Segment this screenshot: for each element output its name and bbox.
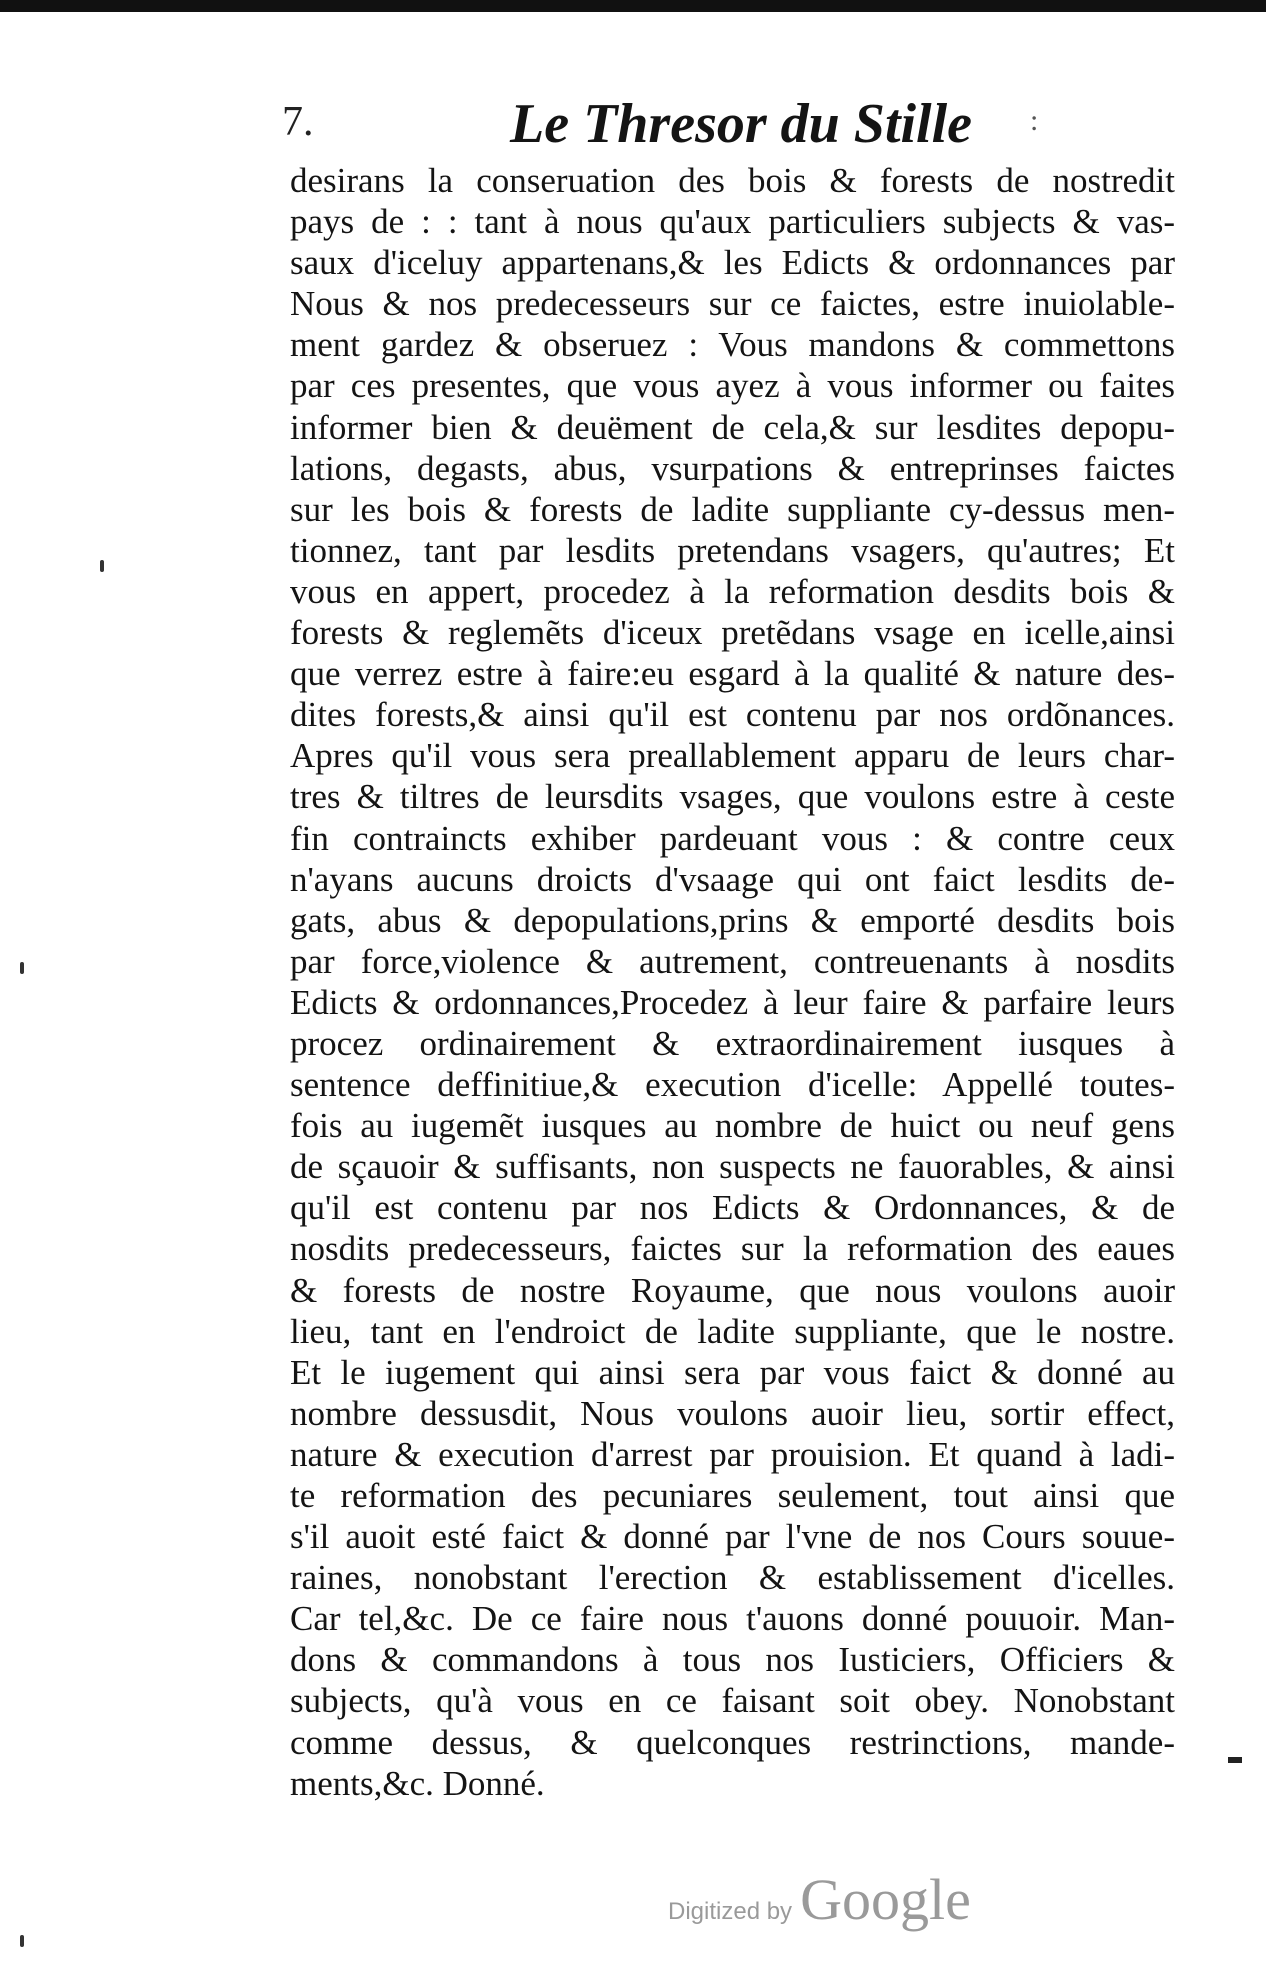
text-line-34: s'il auoit esté faict & donné par l'vne de nos Cours souue- (290, 1517, 1175, 1557)
text-line-15: Apres qu'il vous sera preallablement apparu de leurs char- (290, 736, 1175, 776)
text-line-32: nature & execution d'arrest par prouision. Et quand à ladi- (290, 1434, 1175, 1474)
text-line-24: fois au iugemẽt iusques au nombre de huict ou neuf gens (290, 1106, 1175, 1146)
text-line-13: que verrez estre à faire:eu esgard à la qualité & nature des- (290, 654, 1175, 694)
text-line-36: Car tel,&c. De ce faire nous t'auons donné pouuoir. Man- (290, 1599, 1175, 1639)
text-line-29: lieu, tant en l'endroict de ladite suppliante, que le nostre. (290, 1311, 1175, 1351)
text-line-2: pays de : : tant à nous qu'aux particuliers subjects & vas- (290, 202, 1175, 242)
text-line-12: forests & reglemẽts d'iceux pretẽdans vsage en icelle,ainsi (290, 613, 1175, 653)
text-line-14: dites forests,& ainsi qu'il est contenu par nos ordõnances. (290, 695, 1175, 735)
text-line-30: Et le iugement qui ainsi sera par vous faict & donné au (290, 1352, 1175, 1392)
text-line-31: nombre dessusdit, Nous voulons auoir lieu, sortir effect, (290, 1393, 1175, 1433)
text-line-21: Edicts & ordonnances,Procedez à leur faire & parfaire leurs (290, 982, 1175, 1022)
text-line-28: & forests de nostre Royaume, que nous voulons auoir (290, 1270, 1175, 1310)
text-line-1: desirans la conseruation des bois & forests de nostredit (290, 161, 1175, 200)
text-line-10: tionnez, tant par lesdits pretendans vsagers, qu'autres; Et (290, 530, 1175, 570)
text-line-38: subjects, qu'à vous en ce faisant soit obey. Nonobstant (290, 1681, 1175, 1721)
text-line-39: comme dessus, & quelconques restrinctions, mande- (290, 1722, 1175, 1762)
google-logo: Google (800, 1867, 971, 1932)
text-line-22: procez ordinairement & extraordinairement iusques à (290, 1023, 1175, 1063)
page-number: 7. (282, 99, 314, 145)
text-line-35: raines, nonobstant l'erection & establissement d'icelles. (290, 1558, 1175, 1598)
text-line-11: vous en appert, procedez à la reformation desdits bois & (290, 571, 1175, 611)
margin-speck (100, 560, 104, 572)
margin-dash-mark (1228, 1757, 1242, 1763)
text-line-8: lations, degasts, abus, vsurpations & entreprinses faictes (290, 448, 1175, 488)
text-line-17: fin contraincts exhiber pardeuant vous : & contre ceux (290, 818, 1175, 858)
text-line-37: dons & commandons à tous nos Iusticiers, Officiers & (290, 1640, 1175, 1680)
text-line-27: nosdits predecesseurs, faictes sur la reformation des eaues (290, 1229, 1175, 1269)
text-line-18: n'ayans aucuns droicts d'vsaage qui ont faict lesdits de- (290, 859, 1175, 899)
margin-speck (20, 1935, 24, 1947)
watermark-prefix: Digitized by (668, 1898, 793, 1925)
body-text (290, 160, 1175, 1804)
text-line-3: saux d'iceluy appartenans,& les Edicts & ordonnances par (290, 243, 1175, 283)
text-line-7: informer bien & deuëment de cela,& sur lesdites depopu- (290, 407, 1175, 447)
text-line-16: tres & tiltres de leursdits vsages, que voulons estre à ceste (290, 777, 1175, 817)
text-line-23: sentence deffinitiue,& execution d'icelle: Appellé toutes- (290, 1065, 1175, 1105)
margin-speck (20, 962, 24, 974)
top-scan-border (0, 0, 1266, 12)
text-line-20: par force,violence & autrement, contreuenants à nosdits (290, 941, 1175, 981)
text-line-9: sur les bois & forests de ladite suppliante cy-dessus men- (290, 489, 1175, 529)
digitized-by-watermark (668, 1866, 971, 1933)
text-line-6: par ces presentes, que vous ayez à vous informer ou faites (290, 366, 1175, 406)
text-line-33: te reformation des pecuniares seulement, tout ainsi que (290, 1476, 1175, 1515)
text-line-4: Nous & nos predecesseurs sur ce faictes, estre inuiolable- (290, 284, 1175, 324)
running-head-title: Le Thresor du Stille (510, 93, 973, 155)
text-line-25: de sçauoir & suffisants, non suspects ne fauorables, & ainsi (290, 1147, 1175, 1187)
text-line-19: gats, abus & depopulations,prins & emporté desdits bois (290, 900, 1175, 940)
text-line-26: qu'il est contenu par nos Edicts & Ordonnances, & de (290, 1188, 1175, 1228)
running-head-ornament: : (1030, 104, 1039, 137)
text-line-40: ments,&c. Donné. (290, 1763, 545, 1803)
text-line-5: ment gardez & obseruez : Vous mandons & commettons (290, 325, 1175, 365)
